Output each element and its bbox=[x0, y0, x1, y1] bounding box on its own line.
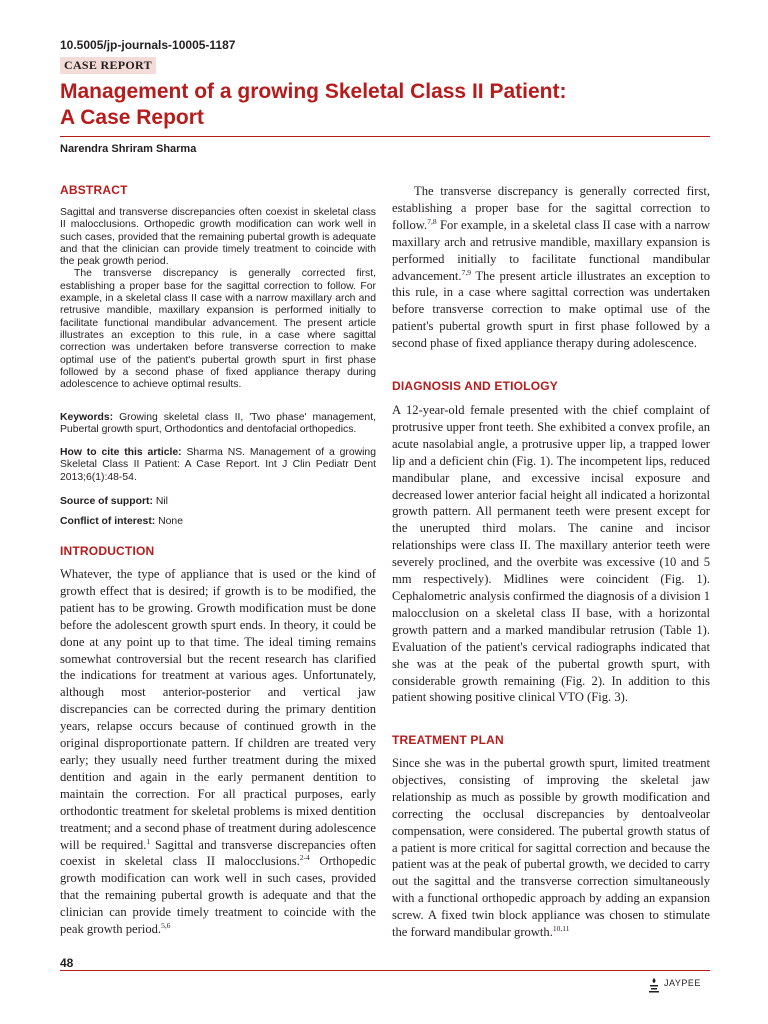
treatment-plan-heading: TREATMENT PLAN bbox=[392, 733, 504, 747]
abstract-paragraph-2: The transverse discrepancy is generally corrected first, establishing a proper base for the sagittal correction to follow. For example, in a skeletal class II case with a narrow maxillary arch and retrusive mandible, maxillary expansion is performed initially to facilitate functional mandibular advancement. The present article illustrates an exception to this rule, in a case where sagittal correction was undertaken before transverse correction to make optimal use of the patient's pubertal growth spurt in first phase followed by a second phase of fixed appliance therapy during adolescence to achieve optimal results. bbox=[60, 268, 376, 391]
conflict-of-interest bbox=[60, 516, 376, 528]
ref-7-9: 7,9 bbox=[461, 267, 471, 277]
citation-text: Sharma NS. Management of a growing Skeletal Class II Patient: A Case Report. Int J Clin Pediatr Dent 2013;6(1):48-54. bbox=[60, 447, 376, 483]
abstract-paragraph-1: Sagittal and transverse discrepancies often coexist in skeletal class II malocclusions. Orthopedic growth modification can work well in such cases, provided that the remaining pubertal growth is adequate and that the clinician can provide timely treatment to coincide with the peak growth period. bbox=[60, 207, 376, 268]
abstract-heading: ABSTRACT bbox=[60, 183, 128, 197]
abstract-body bbox=[60, 207, 376, 391]
treatment-plan-body bbox=[392, 755, 710, 941]
citation-label: How to cite this article: bbox=[60, 447, 182, 458]
intro-text-a: Whatever, the type of appliance that is used or the kind of growth effect that is desired; if growth is to be modified, the patient has to be growing. Growth modification must be done before the adolescent growth spurt ends. In theory, it could be done at any point up to that time. The ideal timing remains somewhat controversial but the recent research has clarified the indications for treatment at various ages. Unfortunately, although most anterior-posterior and vertical jaw discrepancies can be corrected during the primary dentition years, relapse occurs because of continued growth in the original disproportionate pattern. If children are treated very early; they usually need further treatment during the mixed dentition and again in the early permanent dentition to maintain the correction. For all practical purposes, early orthodontic treatment for skeletal problems is mixed dentition treatment; and a second phase of treatment during adolescence will be required. bbox=[60, 567, 376, 852]
introduction-heading: INTRODUCTION bbox=[60, 544, 155, 558]
intro-text-b: Sagittal and transverse discrepancies often coexist in skeletal class II malocclusions. bbox=[60, 837, 376, 869]
ref-5-6: 5,6 bbox=[161, 920, 171, 930]
introduction-body bbox=[60, 566, 376, 938]
title-rule bbox=[60, 136, 710, 137]
footer-rule bbox=[60, 970, 710, 971]
article-title bbox=[60, 79, 720, 131]
publisher-logo-icon bbox=[647, 977, 661, 1000]
ref-7-8: 7,8 bbox=[427, 216, 437, 226]
conflict-label: Conflict of interest: bbox=[60, 516, 156, 527]
intro-text-c: Orthopedic growth modification can work well in such cases, provided that the remaining pubertal growth is adequate and that the clinician can provide timely treatment to coincide with the peak growth period. bbox=[60, 854, 376, 937]
author: Narendra Shriram Sharma bbox=[60, 143, 197, 155]
title-line-2: A Case Report bbox=[60, 106, 204, 129]
article-type-badge: CASE REPORT bbox=[60, 57, 156, 74]
publisher-name: JAYPEE bbox=[664, 978, 701, 988]
treatment-text: Since she was in the pubertal growth spurt, limited treatment objectives, consisting of improving the skeletal jaw relationship as much as possible by growth modification and correcting the occlusal discrepancies by dentoalveolar compensation, were considered. The pubertal growth status of a patient is more critical for sagittal correction and because the patient was at the peak of pubertal growth, we decided to carry out the sagittal and the transverse correction simultaneously with a functional orthopedic approach by adding an expansion screw. A fixed twin block appliance was chosen to stimulate the forward mandibular growth. bbox=[392, 756, 710, 940]
keywords-label: Keywords: bbox=[60, 412, 114, 423]
right-intro-text-a: The transverse discrepancy is generally corrected first, establishing a proper base for the sagittal correction to follow. bbox=[392, 184, 710, 232]
support-text: Nil bbox=[152, 496, 168, 507]
citation bbox=[60, 447, 376, 484]
ref-2-4: 2-4 bbox=[299, 853, 310, 863]
right-intro-text-c: The present article illustrates an exception to this rule, in a case where sagittal correction was undertaken before transverse correction to make optimal use of the patient's pubertal growth spurt in first phase followed by a second phase of fixed appliance therapy during adolescence. bbox=[392, 268, 710, 351]
right-intro-text-b: For example, in a skeletal class II case with a narrow maxillary arch and retrusive mandible, maxillary expansion is performed initially to facilitate functional mandibular advancement. bbox=[392, 217, 710, 283]
right-intro-body bbox=[392, 183, 710, 352]
doi: 10.5005/jp-journals-10005-1187 bbox=[60, 38, 236, 52]
support-label: Source of support: bbox=[60, 496, 153, 507]
ref-1: 1 bbox=[146, 836, 151, 846]
diagnosis-body bbox=[392, 402, 710, 706]
title-line-1: Management of a growing Skeletal Class II Patient: bbox=[60, 80, 567, 103]
source-of-support bbox=[60, 496, 376, 508]
page-number: 48 bbox=[60, 956, 74, 970]
diagnosis-heading: DIAGNOSIS AND ETIOLOGY bbox=[392, 379, 558, 393]
ref-10-11: 10,11 bbox=[552, 923, 570, 933]
keywords bbox=[60, 412, 376, 437]
conflict-text: None bbox=[155, 516, 183, 527]
keywords-text: Growing skeletal class II, 'Two phase' management, Pubertal growth spurt, Orthodontics and dentofacial orthopedics. bbox=[60, 412, 376, 436]
diagnosis-text: A 12-year-old female presented with the chief complaint of protrusive upper front teeth. She exhibited a convex profile, an acute nasolabial angle, a protrusive upper lip, a trapped lower lip and a deficient chin (Fig. 1). The incompetent lips, reduced mandibular plane, and excessive incisal exposure and decreased lower anterior facial height all indicated a horizontal growth pattern. All permanent teeth were present except for the unerupted third molars. The canine and incisor relationships were class II. The maxillary anterior teeth were severely proclined, and the overbite was excessive (10 and 5 mm respectively). Midlines were coincident (Fig. 1). Cephalometric analysis confirmed the diagnosis of a division 1 malocclusion on a skeletal class II base, with a horizontal growth pattern and a marked mandibular retrusion (Table 1). Evaluation of the patient's cervical radiographs indicated that she was at the peak of the pubertal growth spurt, with considerable growth remaining (Fig. 2). In addition to this patient showing positive clinical VTO (Fig. 3). bbox=[392, 403, 710, 705]
